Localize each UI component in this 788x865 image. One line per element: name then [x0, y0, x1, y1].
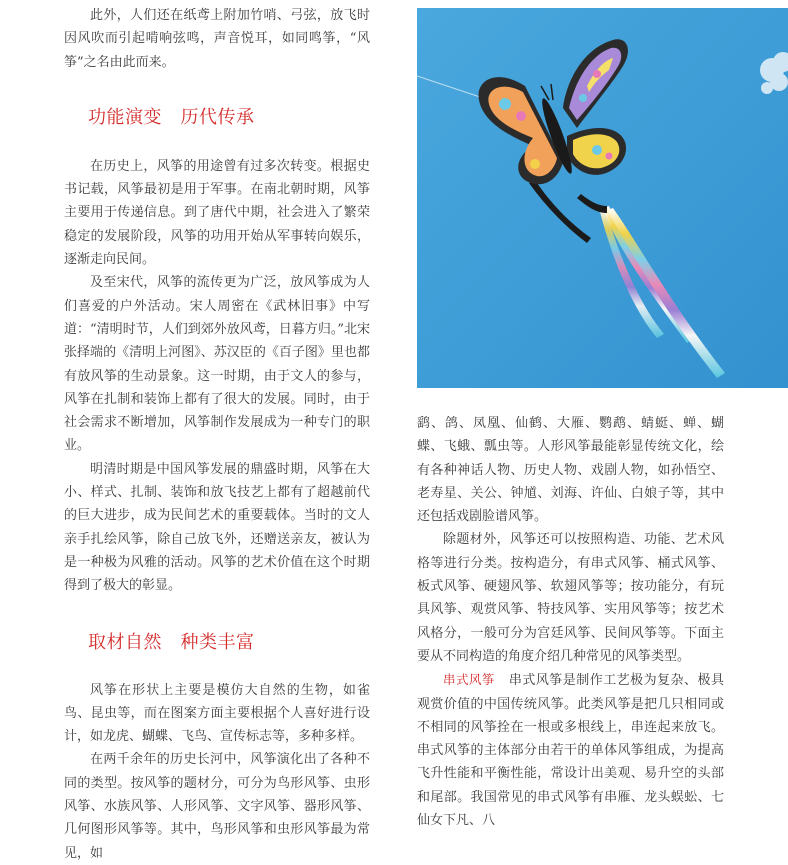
section1-paragraph-1: 在历史上，风筝的用途曾有过多次转变。根据史书记载，风筝最初是用于军事。在南北朝时期，风筝主要用于传递信息。到了唐代中期，社会进入了繁荣稳定的发展阶段，风筝的功用开始从军事转向娱乐，逐渐走向民间。	[64, 158, 370, 268]
butterfly-kite-photo	[417, 8, 788, 388]
section-heading-function: 功能演变 历代传承	[88, 106, 255, 128]
section2-paragraph-2: 在两千余年的历史长河中，风筝演化出了各种不同的类型。按风筝的题材分，可分为鸟形风筝、虫形风筝、水族风筝、人形风筝、文字风筝、器形风筝、几何图形风筝等。其中，鸟形风筝和虫形风筝最为常见，如	[64, 752, 370, 861]
continuation-paragraph: 鹞、鸽、凤凰、仙鹤、大雁、鹦鹉、蜻蜓、蝉、蝴蝶、飞蛾、瓢虫等。人形风筝最能彰显传统文化，绘有各种神话人物、历史人物、戏剧人物，如孙悟空、老寿星、关公、钟馗、刘海、许仙、白娘子等，其中还包括戏剧脸谱风筝。	[417, 416, 724, 525]
section1-paragraph-2: 及至宋代，风筝的流传更为广泛，放风筝成为人们喜爱的户外活动。宋人周密在《武林旧事》中写道：“清明时节，人们到郊外放风鸢，日暮方归。”北宋张择端的《清明上河图》、苏汉臣的《百子图》里也都有放风筝的生动景象。这一时期，由于文人的参与，风筝在扎制和装饰上都有了很大的发展。同时，由于社会需求不断增加，风筝制作发展成为一种专门的职业。	[64, 275, 370, 454]
term-label: 串式风筝	[443, 672, 495, 688]
left-column	[64, 0, 370, 865]
section-heading-materials: 取材自然 种类丰富	[88, 631, 255, 653]
classification-paragraph: 除题材外，风筝还可以按照构造、功能、艺术风格等进行分类。按构造分，有串式风筝、桶式风筝、板式风筝、硬翅风筝、软翅风筝等；按功能分，有玩具风筝、观赏风筝、特技风筝、实用风筝等；按艺术风格分，一般可分为宫廷风筝、民间风筝等。下面主要从不同构造的角度介绍几种常见的风筝类型。	[417, 532, 724, 664]
section1-paragraph-3: 明清时期是中国风筝发展的鼎盛时期，风筝在大小、样式、扎制、装饰和放飞技艺上都有了超越前代的巨大进步，成为民间艺术的重要载体。当时的文人亲手扎绘风筝，除自己放飞外，还赠送亲友，被认为是一种极为风雅的活动。风筝的艺术价值在这个时期得到了极大的彰显。	[64, 461, 370, 594]
right-column	[417, 412, 724, 832]
section2-paragraph-1: 风筝在形状上主要是模仿大自然的生物，如雀鸟、昆虫等，而在图案方面主要根据个人喜好进行设计，如龙虎、蝴蝶、飞鸟、宣传标志等，多种多样。	[64, 682, 370, 745]
intro-paragraph: 此外，人们还在纸鸢上附加竹哨、弓弦，放飞时因风吹而引起啃响弦鸣，声音悦耳，如同鸣筝，“风筝”之名由此而来。	[64, 8, 370, 70]
string-kite-text: 串式风筝是制作工艺极为复杂、极具观赏价值的中国传统风筝。此类风筝是把几只相同或不相同的风筝拴在一根或多根线上，串连起来放飞。串式风筝的主体部分由若干的单体风筝组成，为提高飞升性能和平衡性能，常设计出美观、易升空的头部和尾部。我国常见的串式风筝有串雁、龙头蜈蚣、七仙女下凡、八	[417, 673, 724, 829]
string-kite-paragraph	[417, 668, 724, 832]
